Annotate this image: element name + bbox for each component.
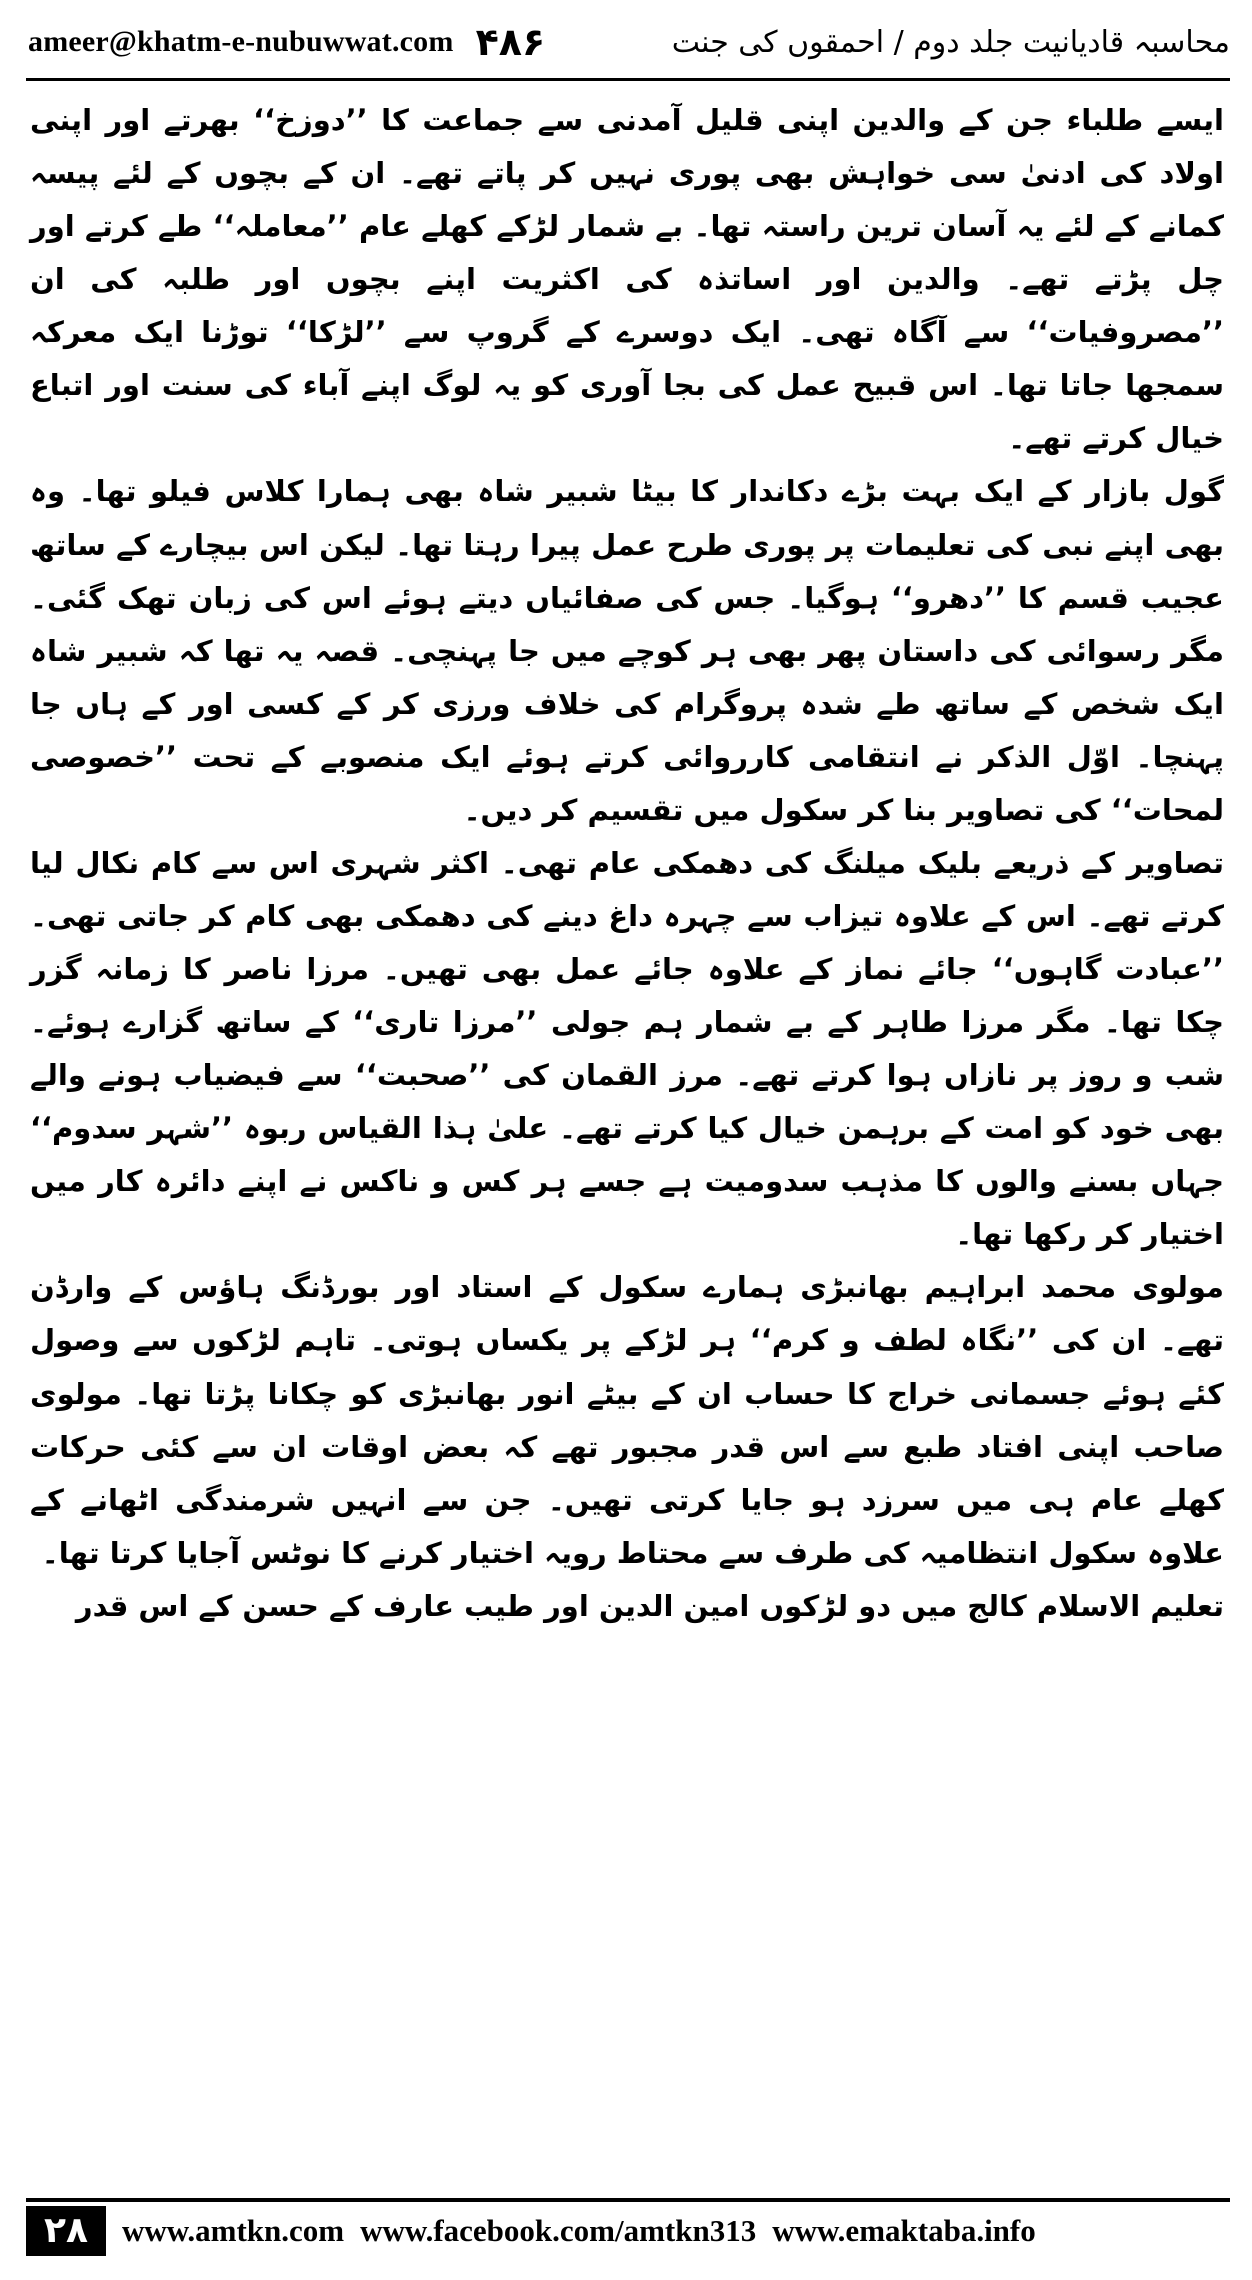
page-footer (26, 2206, 1230, 2256)
footer-link-website: www.amtkn.com (121, 2213, 345, 2248)
header-left-group (28, 20, 545, 64)
page-header (28, 14, 1230, 70)
footer-page-number: ۲۸ (26, 2206, 106, 2256)
footer-links (122, 2213, 1036, 2249)
footer-link-emaktaba: www.emaktaba.info (772, 2213, 1036, 2248)
header-email: ameer@khatm-e-nubuwwat.com (28, 25, 454, 58)
paragraph: تصاویر کے ذریعے بلیک میلنگ کی دھمکی عام تھی۔ اکثر شہری اس سے کام نکال لیا کرتے تھے۔ اس کے علاوہ تیزاب سے چہرہ داغ دینے کی دھمکی بھی کام کر جاتی تھی۔ ’’عبادت گاہوں‘‘ جائے نماز کے علاوہ جائے عمل بھی تھیں۔ مرزا ناصر کا زمانہ گزر چکا تھا۔ مگر مرزا طاہر کے بے شمار ہم جولی ’’مرزا تاری‘‘ کے ساتھ گزارے ہوئے۔ شب و روز پر نازاں ہوا کرتے تھے۔ مرز القمان کی ’’صحبت‘‘ سے فیضیاب ہونے والے بھی خود کو امت کے برہمن خیال کیا کرتے تھے۔ علیٰ ہذا القیاس ربوہ ’’شہر سدوم‘‘ جہاں بسنے والوں کا مذہب سدومیت ہے جسے ہر کس و ناکس نے اپنے دائرہ کار میں اختیار کر رکھا تھا۔ (30, 845, 1224, 1252)
footer-link-facebook: www.facebook.com/amtkn313 (360, 2213, 757, 2248)
paragraph: گول بازار کے ایک بہت بڑے دکاندار کا بیٹا شبیر شاہ بھی ہمارا کلاس فیلو تھا۔ وہ بھی اپنے نبی کی تعلیمات پر پوری طرح عمل پیرا رہتا تھا۔ لیکن اس بیچارے کے ساتھ عجیب قسم کا ’’دھرو‘‘ ہوگیا۔ جس کی صفائیاں دیتے ہوئے اس کی زبان تھک گئی۔ مگر رسوائی کی داستان پھر بھی ہر کوچے میں جا پہنچی۔ قصہ یہ تھا کہ شبیر شاہ ایک شخص کے ساتھ طے شدہ پروگرام کی خلاف ورزی کر کے کسی اور کے ہاں جا پہنچا۔ اوّل الذکر نے انتقامی کارروائی کرتے ہوئے ایک منصوبے کے تحت ’’خصوصی لمحات‘‘ کی تصاویر بنا کر سکول میں تقسیم کر دیں۔ (30, 474, 1224, 827)
paragraph: مولوی محمد ابراہیم بھانبڑی ہمارے سکول کے استاد اور بورڈنگ ہاؤس کے وارڈن تھے۔ ان کی ’’نگاہ لطف و کرم‘‘ ہر لڑکے پر یکساں ہوتی۔ تاہم لڑکوں سے وصول کئے ہوئے جسمانی خراج کا حساب ان کے بیٹے انور بھانبڑی کو چکانا پڑتا تھا۔ مولوی صاحب اپنی افتاد طبع سے اس قدر مجبور تھے کہ بعض اوقات ان سے کئی حرکات کھلے عام ہی میں سرزد ہو جایا کرتی تھیں۔ جن سے انہیں شرمندگی اٹھانے کے علاوہ سکول انتظامیہ کی طرف سے محتاط رویہ اختیار کرنے کا نوٹس آجایا کرتا تھا۔ (30, 1270, 1224, 1570)
paragraph: ایسے طلباء جن کے والدین اپنی قلیل آمدنی سے جماعت کا ’’دوزخ‘‘ بھرتے اور اپنی اولاد کی ادنیٰ سی خواہش بھی پوری نہیں کر پاتے تھے۔ ان کے بچوں کے لئے پیسہ کمانے کے لئے یہ آسان ترین راستہ تھا۔ بے شمار لڑکے کھلے عام ’’معاملہ‘‘ طے کرتے اور چل پڑتے تھے۔ والدین اور اساتذہ کی اکثریت اپنے بچوں اور طلبہ کی ان ’’مصروفیات‘‘ سے آگاہ تھی۔ ایک دوسرے کے گروپ سے ’’لڑکا‘‘ توڑنا ایک معرکہ سمجھا جاتا تھا۔ اس قبیح عمل کی بجا آوری کو یہ لوگ اپنے آباء کی سنت اور اتباع خیال کرتے تھے۔ (30, 103, 1224, 456)
header-page-number: ۴۸۶ (475, 20, 546, 64)
footer-divider (26, 2198, 1230, 2202)
body-text (30, 94, 1224, 1633)
header-divider (26, 78, 1230, 81)
paragraph: تعلیم الاسلام کالج میں دو لڑکوں امین الدین اور طیب عارف کے حسن کے اس قدر (75, 1588, 1224, 1623)
running-title: محاسبہ قادیانیت جلد دوم / احمقوں کی جنت (671, 24, 1230, 60)
